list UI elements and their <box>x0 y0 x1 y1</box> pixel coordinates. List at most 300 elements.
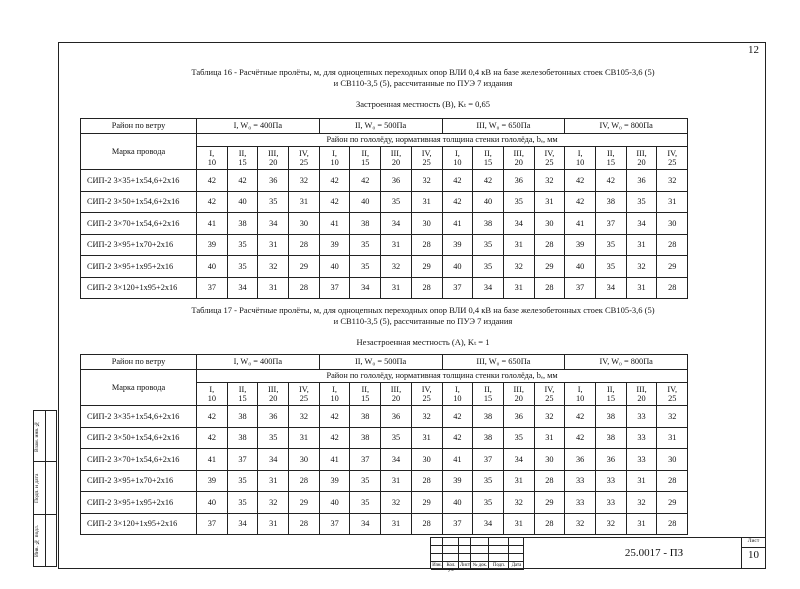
table-row <box>81 256 688 278</box>
span-value: 41 <box>442 449 473 471</box>
ice-thickness: 10 <box>453 158 462 167</box>
span-value: 42 <box>442 191 473 213</box>
span-value: 31 <box>503 470 534 492</box>
ice-thickness: 15 <box>361 158 370 167</box>
span-value: 31 <box>258 470 289 492</box>
ice-region-label: II, <box>607 148 615 158</box>
span-value: 36 <box>381 406 412 428</box>
span-value: 38 <box>595 191 626 213</box>
wind-region-3: III, W₀ = 650Па <box>442 355 565 370</box>
span-value: 30 <box>289 449 320 471</box>
span-value: 35 <box>381 191 412 213</box>
span-value: 40 <box>197 492 228 514</box>
span-value: 28 <box>534 277 565 299</box>
span-value: 32 <box>534 170 565 192</box>
title-block-cell <box>431 554 443 562</box>
span-value: 33 <box>595 492 626 514</box>
span-value: 42 <box>319 406 350 428</box>
ice-thickness: 10 <box>330 394 339 403</box>
span-value: 39 <box>565 234 596 256</box>
table17 <box>80 354 688 535</box>
span-value: 38 <box>350 213 381 235</box>
span-value: 31 <box>503 513 534 535</box>
stamp-sign-date: Подп. и дата <box>34 473 40 503</box>
span-value: 32 <box>258 492 289 514</box>
span-value: 32 <box>626 492 657 514</box>
ice-thickness: 15 <box>361 394 370 403</box>
ice-thickness: 10 <box>207 158 216 167</box>
ice-region-label: III, <box>390 384 402 394</box>
span-value: 34 <box>350 513 381 535</box>
span-value: 30 <box>289 213 320 235</box>
span-value: 37 <box>442 277 473 299</box>
span-value: 41 <box>565 213 596 235</box>
ice-region-label: III, <box>268 384 279 394</box>
span-value: 32 <box>258 256 289 278</box>
span-value: 29 <box>534 492 565 514</box>
ice-region-label: II, <box>484 384 492 394</box>
ice-thickness: 10 <box>453 394 462 403</box>
span-value: 35 <box>258 191 289 213</box>
span-value: 38 <box>227 427 258 449</box>
wind-region-1: I, W₀ = 400Па <box>197 355 320 370</box>
span-value: 38 <box>595 427 626 449</box>
ice-thickness: 25 <box>422 394 431 403</box>
title-block-cell <box>459 546 471 554</box>
span-value: 40 <box>473 191 504 213</box>
span-value: 31 <box>626 513 657 535</box>
span-value: 28 <box>657 470 688 492</box>
ice-region-label: IV, <box>299 384 309 394</box>
span-value: 41 <box>197 449 228 471</box>
span-value: 39 <box>197 234 228 256</box>
span-value: 42 <box>442 427 473 449</box>
wire-mark: СИП-2 3×95+1х95+2х16 <box>81 256 197 278</box>
table-row <box>81 170 688 192</box>
span-value: 42 <box>442 170 473 192</box>
ice-region-label: II, <box>361 384 370 394</box>
span-value: 34 <box>227 513 258 535</box>
ice-region-label: I, <box>209 148 215 158</box>
table16-caption: Таблица 16 - Расчётные пролёты, м, для одноцепных переходных опор ВЛИ 0,4 кВ на базе железобетонных стоек СВ105-3,6 (5) и СВ110-3,5 (5), рассчитанные по ПУЭ 7 издания <box>191 67 655 88</box>
title-block-cell <box>431 538 443 546</box>
span-value: 32 <box>381 256 412 278</box>
span-value: 35 <box>227 470 258 492</box>
title-block-cell <box>443 538 459 546</box>
ice-region-cell <box>289 147 320 170</box>
span-value: 36 <box>258 406 289 428</box>
span-value: 40 <box>227 191 258 213</box>
table16 <box>80 118 688 299</box>
span-value: 28 <box>289 470 320 492</box>
span-value: 36 <box>565 449 596 471</box>
span-value: 32 <box>595 513 626 535</box>
ice-region-cell <box>319 147 350 170</box>
span-value: 35 <box>381 427 412 449</box>
span-value: 34 <box>503 449 534 471</box>
title-block-cell <box>443 546 459 554</box>
span-value: 31 <box>258 234 289 256</box>
span-value: 31 <box>534 191 565 213</box>
span-value: 39 <box>442 470 473 492</box>
span-value: 34 <box>595 277 626 299</box>
title-block-cell <box>443 554 459 562</box>
span-value: 42 <box>197 406 228 428</box>
title-block-cell <box>509 546 524 554</box>
span-value: 31 <box>411 427 442 449</box>
ice-header: Район по гололёду, нормативная толщина стенки гололёда, bₑ, мм <box>197 370 688 383</box>
ice-region-label: I, <box>454 384 460 394</box>
span-value: 33 <box>595 470 626 492</box>
ice-region-cell <box>411 383 442 406</box>
span-value: 31 <box>626 234 657 256</box>
ice-region-label: II, <box>607 384 615 394</box>
span-value: 30 <box>534 449 565 471</box>
table-row <box>81 191 688 213</box>
wire-mark: СИП-2 3×95+1х95+2х16 <box>81 492 197 514</box>
ice-region-cell <box>197 147 228 170</box>
span-value: 35 <box>503 427 534 449</box>
span-value: 34 <box>626 213 657 235</box>
span-value: 38 <box>595 406 626 428</box>
wire-mark: СИП-2 3×70+1х54,6+2х16 <box>81 213 197 235</box>
span-value: 32 <box>565 513 596 535</box>
ice-region-cell <box>411 147 442 170</box>
ice-region-label: IV, <box>544 384 555 394</box>
ice-thickness: 15 <box>606 158 615 167</box>
title-block-cell <box>509 554 524 562</box>
title-block-label: Изм. <box>432 563 442 568</box>
document-number: 25.0017 - ПЗ <box>624 547 684 559</box>
ice-region-cell <box>197 383 228 406</box>
ice-region-label: I, <box>209 384 215 394</box>
span-value: 42 <box>197 427 228 449</box>
span-value: 29 <box>411 256 442 278</box>
wire-mark: СИП-2 3×95+1х70+2х16 <box>81 470 197 492</box>
ice-region-label: III, <box>513 148 524 158</box>
span-value: 34 <box>473 513 504 535</box>
ice-thickness: 25 <box>545 158 554 167</box>
span-value: 35 <box>626 191 657 213</box>
title-block-cell <box>471 546 489 554</box>
span-value: 31 <box>381 234 412 256</box>
span-value: 34 <box>473 277 504 299</box>
span-value: 37 <box>565 277 596 299</box>
ice-region-cell <box>595 147 626 170</box>
ice-region-cell <box>473 147 504 170</box>
ice-thickness: 10 <box>330 158 339 167</box>
wire-mark: СИП-2 3×95+1х70+2х16 <box>81 234 197 256</box>
ice-region-cell <box>626 383 657 406</box>
ice-region-cell <box>442 383 473 406</box>
title-block-label: № док. <box>472 563 488 568</box>
span-value: 31 <box>657 427 688 449</box>
span-value: 31 <box>381 470 412 492</box>
span-value: 39 <box>319 234 350 256</box>
span-value: 39 <box>197 470 228 492</box>
side-stamp <box>33 410 57 567</box>
ice-thickness: 15 <box>483 158 493 167</box>
ice-thickness: 25 <box>299 158 309 167</box>
span-value: 31 <box>626 470 657 492</box>
span-value: 30 <box>534 213 565 235</box>
wind-region-2: II, W₀ = 500Па <box>319 355 442 370</box>
ice-region-cell <box>626 147 657 170</box>
stamp-replacement-inv: Взам. инв. № <box>34 420 40 452</box>
ice-region-cell <box>657 383 688 406</box>
span-value: 32 <box>534 406 565 428</box>
span-value: 37 <box>197 277 228 299</box>
wind-region-4: IV, W₀ = 800Па <box>565 355 688 370</box>
span-value: 42 <box>197 170 228 192</box>
wire-mark: СИП-2 3×50+1х54,6+2х16 <box>81 427 197 449</box>
span-value: 32 <box>503 256 534 278</box>
ice-thickness: 20 <box>514 158 523 167</box>
table-row <box>81 427 688 449</box>
title-block-cell <box>489 554 509 562</box>
span-value: 35 <box>258 427 289 449</box>
span-value: 37 <box>197 513 228 535</box>
span-value: 28 <box>289 234 320 256</box>
span-value: 39 <box>319 470 350 492</box>
span-value: 35 <box>350 234 381 256</box>
span-value: 34 <box>258 449 289 471</box>
span-value: 36 <box>503 406 534 428</box>
span-value: 29 <box>534 256 565 278</box>
title-block-cell <box>459 538 471 546</box>
wire-mark: СИП-2 3×50+1х54,6+2х16 <box>81 191 197 213</box>
span-value: 33 <box>565 492 596 514</box>
span-value: 35 <box>350 470 381 492</box>
ice-thickness: 15 <box>238 394 247 403</box>
span-value: 34 <box>381 213 412 235</box>
span-value: 36 <box>258 170 289 192</box>
ice-region-label: I, <box>577 148 583 158</box>
span-value: 38 <box>473 213 504 235</box>
ice-region-cell <box>442 147 473 170</box>
span-value: 40 <box>319 256 350 278</box>
span-value: 42 <box>319 427 350 449</box>
span-value: 37 <box>473 449 504 471</box>
span-value: 30 <box>411 449 442 471</box>
span-value: 35 <box>350 492 381 514</box>
span-value: 32 <box>411 406 442 428</box>
span-value: 34 <box>503 213 534 235</box>
ice-region-label: IV, <box>667 148 678 158</box>
ice-region-cell <box>258 383 289 406</box>
ice-region-label: II, <box>238 384 247 394</box>
table17-caption: Таблица 17 - Расчётные пролёты, м, для одноцепных переходных опор ВЛИ 0,4 кВ на базе железобетонных стоек СВ105-3,6 (5) и СВ110-3,5 (5), рассчитанные по ПУЭ 7 издания <box>191 305 655 326</box>
span-value: 38 <box>473 427 504 449</box>
span-value: 33 <box>626 406 657 428</box>
ice-thickness: 10 <box>575 394 585 403</box>
ice-thickness: 20 <box>391 158 401 167</box>
span-value: 37 <box>227 449 258 471</box>
span-value: 34 <box>227 277 258 299</box>
ice-region-cell <box>381 383 412 406</box>
span-value: 38 <box>227 406 258 428</box>
span-value: 35 <box>227 234 258 256</box>
span-value: 40 <box>442 256 473 278</box>
span-value: 31 <box>289 191 320 213</box>
ice-thickness: 25 <box>668 158 677 167</box>
span-value: 40 <box>350 191 381 213</box>
span-value: 28 <box>534 234 565 256</box>
title-block-label: Дата <box>511 563 522 568</box>
table-row <box>81 470 688 492</box>
ice-thickness: 20 <box>514 394 523 403</box>
ice-thickness: 25 <box>668 394 677 403</box>
title-block-label: Подп. <box>493 563 505 568</box>
span-value: 38 <box>473 406 504 428</box>
ice-region-label: III, <box>513 384 524 394</box>
wind-region-2: II, W₀ = 500Па <box>319 119 442 134</box>
ice-region-cell <box>350 383 381 406</box>
span-value: 30 <box>657 449 688 471</box>
title-block-cell <box>471 554 489 562</box>
stamp-original-inv: Инв. № подл. <box>34 524 40 558</box>
wind-header: Район по ветру <box>81 355 197 370</box>
span-value: 33 <box>565 470 596 492</box>
span-value: 29 <box>411 492 442 514</box>
span-value: 42 <box>319 170 350 192</box>
sheet-number: 10 <box>748 549 759 561</box>
wire-mark: СИП-2 3×35+1х54,6+2х16 <box>81 406 197 428</box>
title-block-cell <box>509 538 524 546</box>
ice-region-cell <box>473 383 504 406</box>
span-value: 31 <box>258 277 289 299</box>
ice-thickness: 20 <box>637 394 646 403</box>
wind-region-4: IV, W₀ = 800Па <box>565 119 688 134</box>
page-number-top: 12 <box>748 44 759 56</box>
ice-region-cell <box>350 147 381 170</box>
ice-region-cell <box>657 147 688 170</box>
span-value: 28 <box>657 513 688 535</box>
ice-thickness: 20 <box>269 394 278 403</box>
ice-thickness: 10 <box>207 394 216 403</box>
span-value: 28 <box>534 513 565 535</box>
span-value: 35 <box>595 256 626 278</box>
span-value: 35 <box>473 256 504 278</box>
table-row <box>81 213 688 235</box>
span-value: 41 <box>319 213 350 235</box>
table16-terrain: Застроенная местность (В), Kₜ = 0,65 <box>356 99 490 109</box>
table-row <box>81 234 688 256</box>
ice-region-cell <box>503 147 534 170</box>
span-value: 35 <box>350 256 381 278</box>
ice-thickness: 15 <box>606 394 615 403</box>
ice-region-label: III, <box>636 384 647 394</box>
span-value: 42 <box>565 406 596 428</box>
span-value: 28 <box>411 470 442 492</box>
span-value: 31 <box>626 277 657 299</box>
title-block-cell <box>459 554 471 562</box>
span-value: 29 <box>289 492 320 514</box>
span-value: 35 <box>473 234 504 256</box>
ice-region-label: II, <box>484 148 492 158</box>
span-value: 35 <box>503 191 534 213</box>
title-block-cell <box>431 546 443 554</box>
span-value: 28 <box>411 513 442 535</box>
ice-region-cell <box>319 383 350 406</box>
span-value: 34 <box>258 213 289 235</box>
ice-region-cell <box>595 383 626 406</box>
ice-thickness: 20 <box>637 158 646 167</box>
wire-header: Марка провода <box>81 134 197 170</box>
title-block-label: Кол. уч. <box>446 563 456 573</box>
span-value: 31 <box>258 513 289 535</box>
span-value: 34 <box>381 449 412 471</box>
span-value: 42 <box>350 170 381 192</box>
span-value: 42 <box>227 170 258 192</box>
span-value: 31 <box>534 427 565 449</box>
span-value: 31 <box>657 191 688 213</box>
ice-region-label: IV, <box>421 384 432 394</box>
ice-region-label: IV, <box>667 384 678 394</box>
span-value: 30 <box>411 213 442 235</box>
span-value: 28 <box>657 277 688 299</box>
ice-thickness: 15 <box>483 394 493 403</box>
span-value: 28 <box>289 277 320 299</box>
wind-header: Район по ветру <box>81 119 197 134</box>
table-row <box>81 277 688 299</box>
table-row <box>81 492 688 514</box>
span-value: 42 <box>565 170 596 192</box>
wind-region-3: III, W₀ = 650Па <box>442 119 565 134</box>
span-value: 37 <box>319 277 350 299</box>
span-value: 36 <box>381 170 412 192</box>
ice-region-cell <box>534 147 565 170</box>
span-value: 42 <box>565 191 596 213</box>
span-value: 42 <box>473 170 504 192</box>
ice-region-label: IV, <box>421 148 432 158</box>
span-value: 29 <box>657 256 688 278</box>
span-value: 35 <box>227 492 258 514</box>
ice-region-cell <box>503 383 534 406</box>
span-value: 37 <box>442 513 473 535</box>
span-value: 31 <box>411 191 442 213</box>
span-value: 38 <box>350 406 381 428</box>
table-row <box>81 513 688 535</box>
wire-mark: СИП-2 3×120+1х95+2х16 <box>81 513 197 535</box>
span-value: 32 <box>626 256 657 278</box>
ice-region-cell <box>534 383 565 406</box>
span-value: 28 <box>534 470 565 492</box>
span-value: 42 <box>595 170 626 192</box>
wire-mark: СИП-2 3×120+1х95+2х16 <box>81 277 197 299</box>
ice-region-label: I, <box>332 384 338 394</box>
sheet-label: Лист <box>747 538 760 544</box>
span-value: 28 <box>657 234 688 256</box>
ice-region-label: IV, <box>544 148 555 158</box>
span-value: 28 <box>411 234 442 256</box>
ice-thickness: 25 <box>299 394 309 403</box>
table17-terrain: Незастроенная местность (А), Kₜ = 1 <box>356 337 490 347</box>
span-value: 31 <box>503 277 534 299</box>
span-value: 31 <box>503 234 534 256</box>
ice-region-label: IV, <box>299 148 309 158</box>
span-value: 33 <box>626 427 657 449</box>
span-value: 34 <box>350 277 381 299</box>
ice-region-cell <box>227 383 258 406</box>
span-value: 36 <box>626 170 657 192</box>
span-value: 32 <box>289 406 320 428</box>
title-block-cell <box>489 538 509 546</box>
ice-header: Район по гололёду, нормативная толщина стенки гололёда, bₑ, мм <box>197 134 688 147</box>
span-value: 35 <box>227 256 258 278</box>
ice-thickness: 15 <box>238 158 247 167</box>
wire-header: Марка провода <box>81 370 197 406</box>
